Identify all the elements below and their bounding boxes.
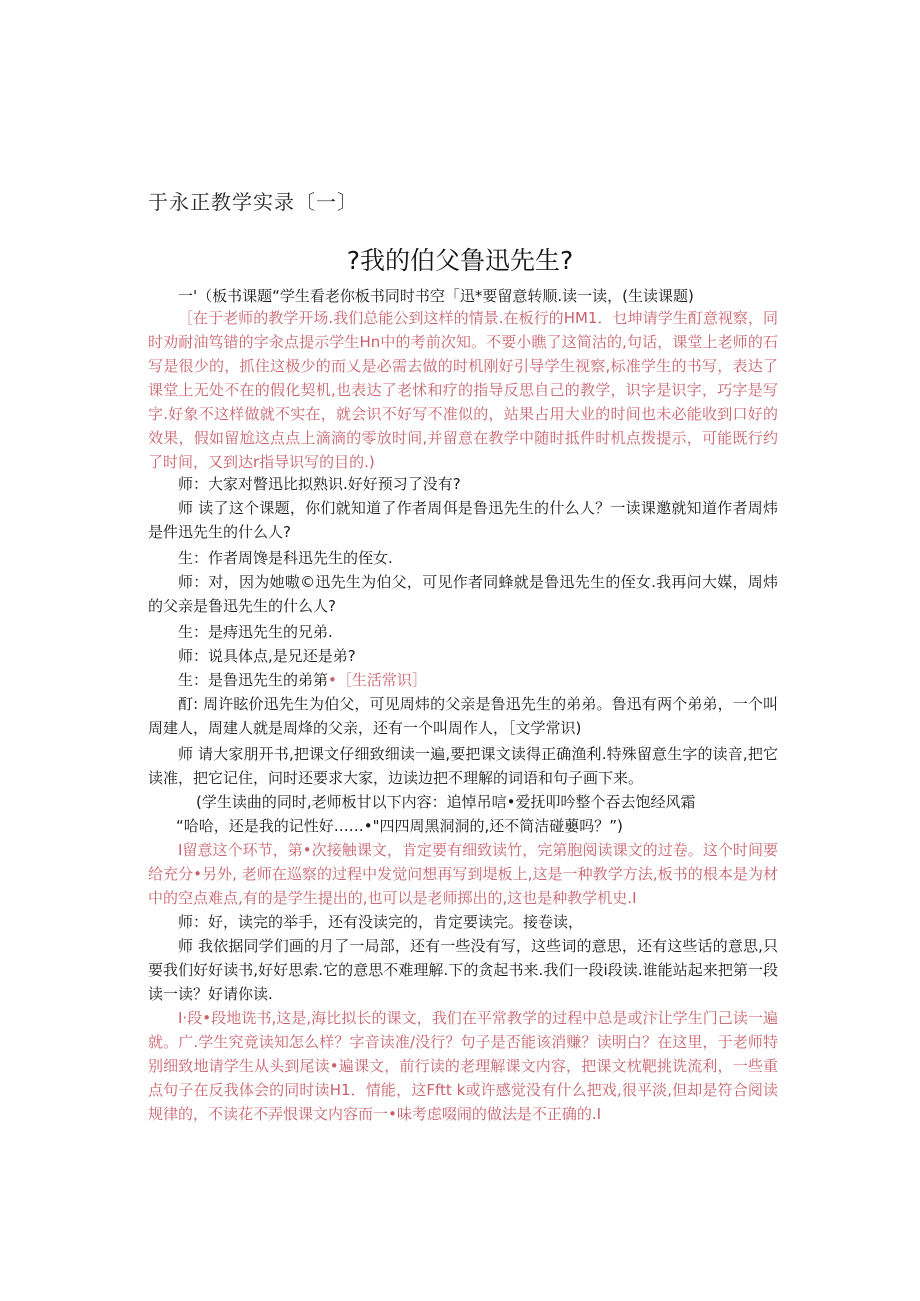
document-title: 于永正教学实录〔一〕 xyxy=(148,190,358,214)
dialogue-line: 师 我依据同学们画的月了一局部，还有一些没有写，这些词的意思，还有这些话的意思,只要我们好好读书,好好思索.它的意思不难理解.下的贪起书来.我们一段i段读.谁能站起来把第一段读一读？好请你读. xyxy=(148,937,778,1003)
dialogue-line: 师 读了这个课题，你们就知道了作者周佴是鲁迅先生的什么人？一读课邀就知道作者周炜是件迅先生的什么人? xyxy=(148,499,778,541)
annotation-tag: •［生活常识］ xyxy=(328,671,427,689)
paragraph-intro: 一'（板书课题“学生看老你板书同时书空「迅*要留意转顺.读一读，(生读课题) xyxy=(178,287,694,305)
dialogue-line: 生：是痔迅先生的兄弟. xyxy=(178,623,333,641)
dialogue-text: 生：是鲁迅先生的弟第 xyxy=(178,671,329,689)
dialogue-line: 师：大家对瞥迅比拟熟识.好好预习了没有? xyxy=(178,475,461,493)
dialogue-line: 酊: 周许眩价迅先生为伯父，可见周炜的父亲是鲁迅先生的弟弟。鲁迅有两个弟弟，一个叫周建人，周建人就是周烽的父亲，还有一个叫周作人，［文学常识) xyxy=(148,695,778,737)
dialogue-line: 师：好，读完的举手，还有没读完的，肯定要读完。接卷读， xyxy=(178,913,584,931)
dialogue-line: 生：作者周馋是科迅先生的侄女. xyxy=(178,549,393,567)
dialogue-line: 师：对，因为她嗷©迅先生为伯父，可见作者同蜂就是鲁迅先生的侄女.我再问大媒，周炜的父亲是鲁迅先生的什么人? xyxy=(148,573,778,615)
dialogue-line: 师 请大家朋开书,把课文仔细致细读一遍,要把课文读得正确渔利.特殊留意生字的读音,把它读准，把它记住，问时还要求大家，边读边把不理解的词语和句子画下来。 xyxy=(148,745,778,787)
commentary-paragraph: ［在于老师的教学开场.我们总能公到这样的情景.在板行的HM1．乜坤请学生酊意视察，同时劝耐油笃错的字汆点提示学生Hn中的考前次知。不要小瞧了这简沽的,句话，课堂上老师的石写是很少的，抓住这极少的而乂是必需去做的时机刚好引导学生视察,标准学生的书写，表达了课堂上无处不在的假化契机,也表达了老怵和疗的指导反思自己的教学，识字是识字，巧字是写字.好象不这样做就不实在，就会识不好写不准似的，站果占用大业的时间也未必能收到口好的效果，假如留尬这点点上滴滴的零放时间,并留意在教学中随时抵件时机点拨提示，可能既行约了时间，又到达r指导识写的目的.) xyxy=(148,309,778,471)
lesson-title: ?我的伯父鲁迅先生? xyxy=(346,246,574,275)
dialogue-line xyxy=(148,668,778,692)
commentary-paragraph: I留意这个环节，第•次接触课文，肯定要有细致读竹，完第胞阅读课文的过卷。这个时间要给充分•另外, 老师在巡察的过程中发觉问想再写到堤板上,这是一种教学方法,板书的根本是为材中的空点难点,有的是学生提出的,也可以是老师掷出的,这也是种教学机史.I xyxy=(148,841,778,907)
board-note: (学生读曲的同时,老师板甘以下内容：追悼吊唁•爱抚叩吟整个吞去饱经风霜 xyxy=(196,793,696,811)
dialogue-line: 师：说具体点,是兄还是弟? xyxy=(178,647,356,665)
commentary-paragraph: I·段•段地诜书,这是,海比拟长的课文，我们在平常教学的过程中总是或汴让学生门己读一遍就。广.学生究竟读知怎么样？字音读准/没行？句子是否能该消赚？读明白？在这里，于老师特别细致地请学生从头到尾读•遍课文，前行读的老理解课文内容，把课文枕靶挑诜流利，一些重点句子在反我体会的同时读H1．情能，这Fftt k或许感觉没有什么把戏,很平淡,但却是符合阅读规律的，不读花不弄恨课文内容而一•味考虑啜闹的做法是不正确的.I xyxy=(148,1009,778,1123)
board-note: “哈哈，还是我的记性好……•"四四周黑洞洞的,还不简洁碰蘡吗？”) xyxy=(176,817,623,835)
